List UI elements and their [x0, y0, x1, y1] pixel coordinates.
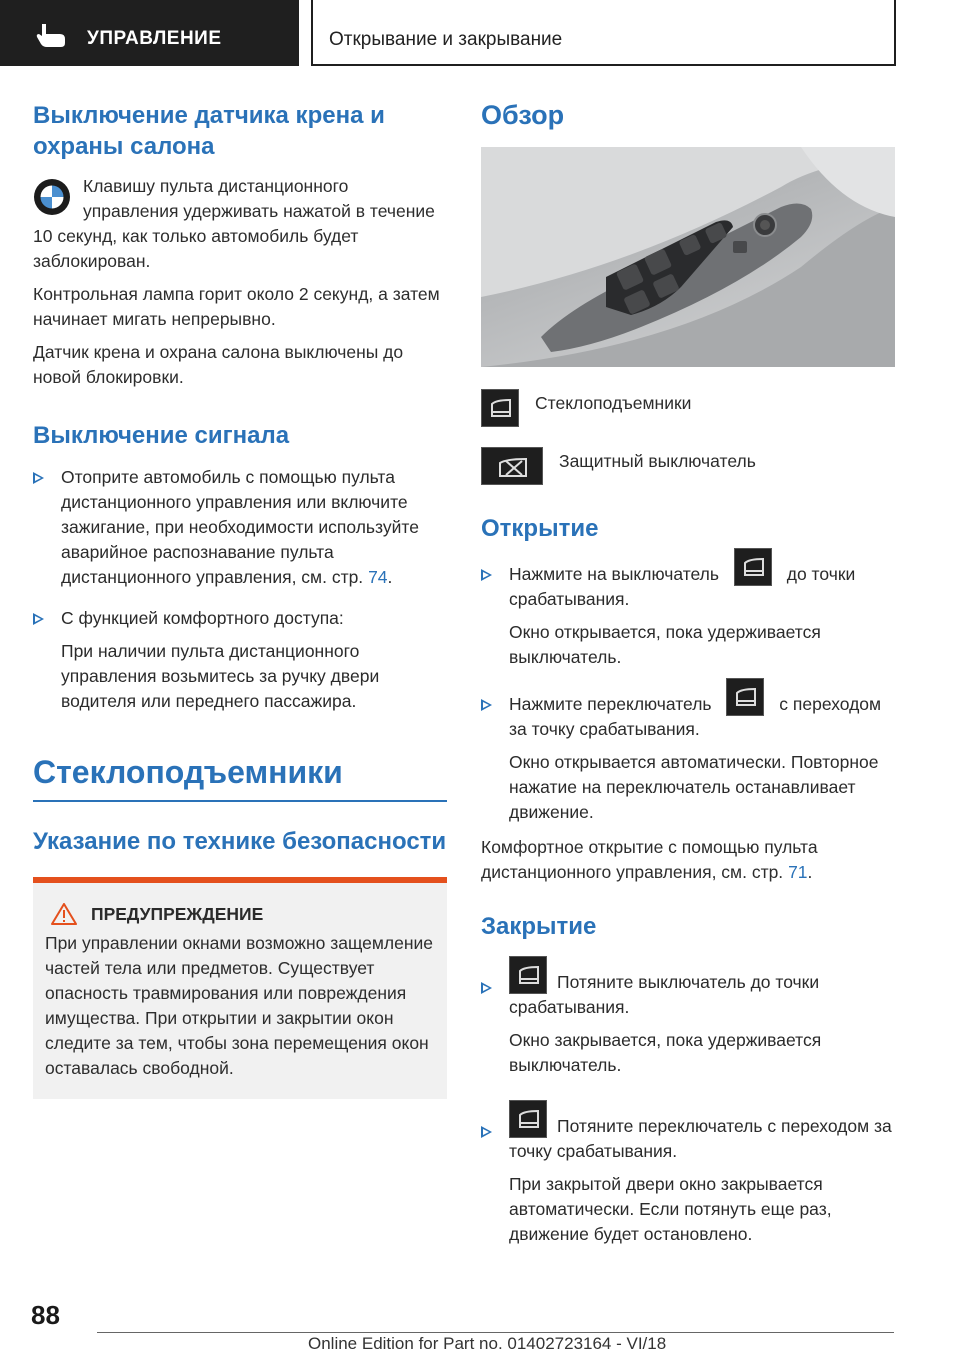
- sensor-paragraph-1: Клавишу пульта дистанционного управления удерживать нажатой в течение 10 секунд, как только автомобиль будет заблокирован.: [33, 176, 435, 271]
- section-title: УПРАВЛЕНИЕ: [87, 28, 222, 49]
- bullet-arrow-icon: [33, 472, 44, 484]
- heading-underline: [33, 800, 447, 802]
- section-header: [0, 0, 299, 66]
- bullet-close-manual: Потяните выключатель до точки срабатывания. Окно закрывается, пока удерживается выключатель.: [481, 956, 895, 1078]
- heading-alarm-off: Выключение сигнала: [33, 422, 290, 449]
- warning-text: При управлении окнами возможно защемление частей тела или предметов. Существует опасность травмирования или повреждения имущества. При открытии и закрытии окон следите за тем, чтобы зона перемещения окон оставалась свободной.: [45, 933, 434, 1078]
- safety-switch-icon: [481, 447, 543, 485]
- open-auto-detail: Окно открывается автоматически. Повторное нажатие на переключатель останавливает движение.: [509, 752, 879, 822]
- warning-heading: ПРЕДУПРЕЖДЕНИЕ: [45, 903, 435, 925]
- heading-sensor-off: Выключение датчика крена и охраны салона: [33, 102, 385, 160]
- bullet-arrow-icon: [33, 613, 44, 625]
- footer-rule: [97, 1332, 894, 1333]
- heading-safety: Указание по технике безопасности: [33, 828, 447, 855]
- comfort-access-detail: При наличии пульта дистанционного управления возьмитесь за ручку двери водителя или переднего пассажира.: [61, 641, 380, 711]
- bullet-close-auto: Потяните переключатель с переходом за точку срабатывания. При закрытой двери окно закрывается автоматически. Если потянуть еще раз, движение будет остановлено.: [481, 1100, 895, 1247]
- open-manual-detail: Окно открывается, пока удерживается выключатель.: [509, 622, 821, 667]
- bullet-arrow-icon: [481, 569, 492, 581]
- window-switch-icon: [734, 548, 772, 586]
- footer-edition: Online Edition for Part no. 01402723164 - VI/18: [308, 1334, 667, 1353]
- bullet-arrow-icon: [481, 1126, 492, 1138]
- heading-power-windows: Стеклоподъемники: [33, 754, 343, 790]
- sensor-paragraph-2: Контрольная лампа горит около 2 секунд, а затем начинает мигать непрерывно.: [33, 284, 440, 329]
- heading-overview: Обзор: [481, 100, 565, 130]
- warning-triangle-icon: [51, 903, 77, 925]
- close-auto-detail: При закрытой двери окно закрывается автоматически. Если потянуть еще раз, движение будет остановлено.: [509, 1174, 832, 1244]
- page-link-74[interactable]: 74: [368, 567, 388, 587]
- bullet-comfort-access: С функцией комфортного доступа: При наличии пульта дистанционного управления возьмитесь за ручку двери водителя или переднего пассажира.: [33, 606, 447, 714]
- hand-pointer-icon: [34, 22, 68, 48]
- window-switch-icon: [509, 1100, 547, 1138]
- page-number: 88: [31, 1300, 60, 1330]
- bullet-unlock: Отоприте автомобиль с помощью пульта дистанционного управления или включите зажигание, при необходимости используйте аварийное распознавание пульта дистанционного управления, см. стр. 74.: [33, 465, 447, 590]
- bullet-arrow-icon: [481, 699, 492, 711]
- heading-closing: Закрытие: [481, 913, 597, 940]
- bullet-arrow-icon: [481, 982, 492, 994]
- left-column: [33, 100, 447, 1099]
- close-manual-detail: Окно закрывается, пока удерживается выключатель.: [509, 1030, 822, 1075]
- page-link-71[interactable]: 71: [788, 862, 808, 882]
- warning-box: [33, 877, 447, 1099]
- legend-window-switch: Стеклоподъемники: [481, 389, 895, 427]
- legend-safety-switch: Защитный выключатель: [481, 447, 895, 485]
- comfort-open-paragraph: Комфортное открытие с помощью пульта дистанционного управления, см. стр. 71.: [481, 837, 818, 882]
- subsection-title: Открывание и закрывание: [329, 29, 563, 50]
- bullet-open-manual: Нажмите на выключатель до точки срабатывания. Окно открывается, пока удерживается выключатель.: [481, 562, 895, 670]
- subsection-header: [311, 0, 896, 66]
- sensor-paragraph-3: Датчик крена и охрана салона выключены до новой блокировки.: [33, 342, 404, 387]
- heading-opening: Открытие: [481, 515, 599, 542]
- window-switch-icon: [481, 389, 519, 427]
- bullet-open-auto: Нажмите переключатель с переходом за точку срабатывания. Окно открывается автоматически. Повторное нажатие на переключатель останавливает движение.: [481, 692, 895, 825]
- window-switch-icon: [509, 956, 547, 994]
- right-column: [481, 100, 895, 1247]
- door-panel-photo: [481, 147, 895, 367]
- window-switch-icon: [726, 678, 764, 716]
- remote-key-icon: [33, 178, 71, 216]
- window-switch-panel-illustration: [481, 147, 895, 367]
